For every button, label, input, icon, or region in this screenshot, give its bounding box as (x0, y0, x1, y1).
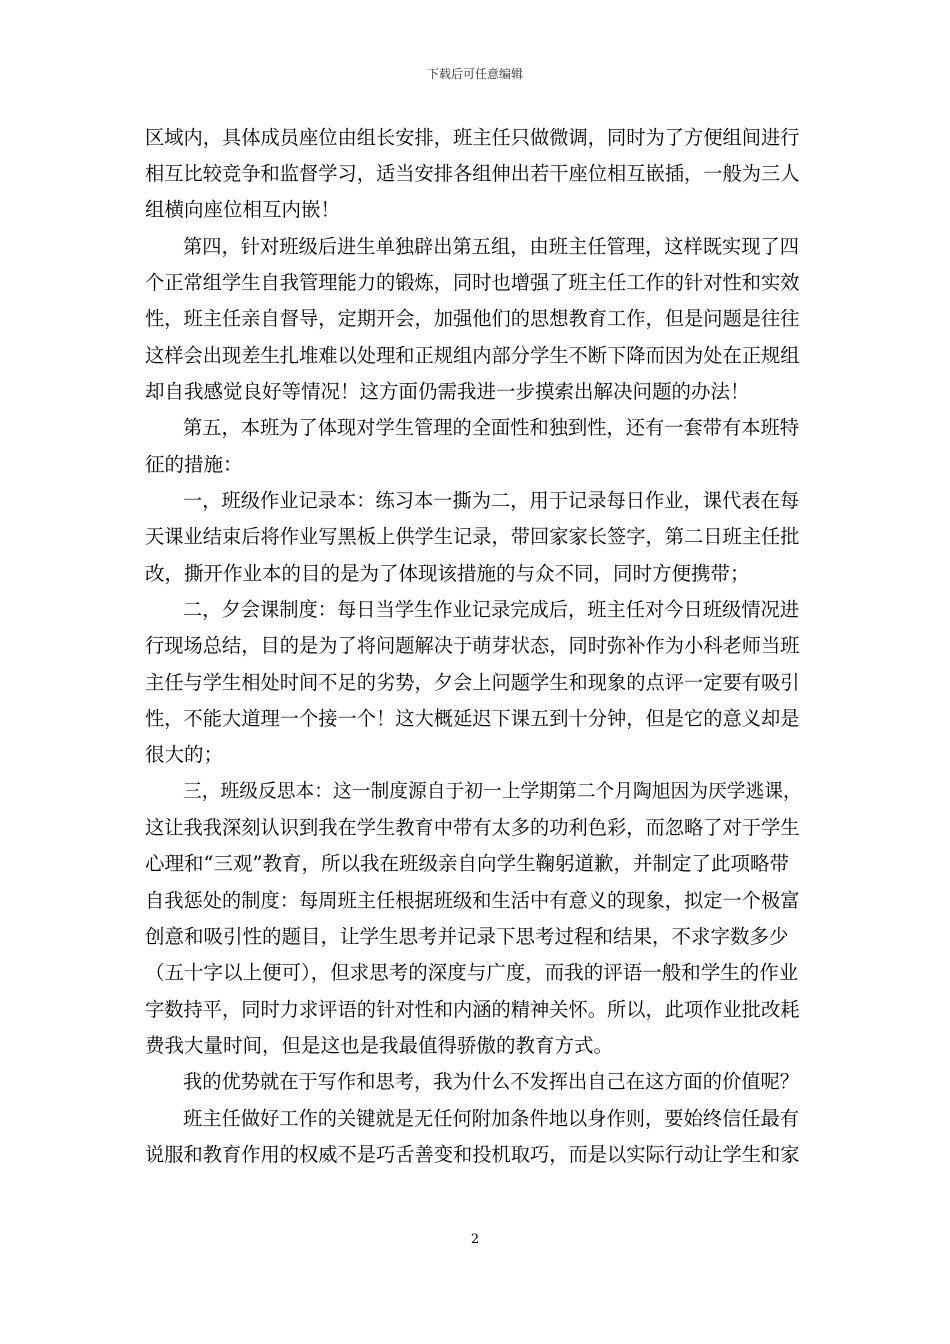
text-line: 主任与学生相处时间不足的劣势，夕会上问题学生和现象的点评一定要有吸引 (145, 671, 800, 694)
text-line: 区域内，具体成员座位由组长安排，班主任只做微调，同时为了方便组间进行 (145, 126, 800, 149)
text-line: 个正常组学生自我管理能力的锻炼，同时也增强了班主任工作的针对性和实效 (145, 271, 800, 294)
page-number: 2 (470, 1232, 480, 1247)
text-line: 这让我我深刻认识到我在学生教育中带有太多的功利色彩，而忽略了对于学生 (145, 816, 800, 839)
text-line: 说服和教育作用的权威不是巧舌善变和投机取巧，而是以实际行动让学生和家 (145, 1143, 800, 1166)
text-line: 组横向座位相互内嵌！ (145, 198, 341, 221)
text-line: 心理和“三观”教育，所以我在班级亲自向学生鞠躬道歉，并制定了此项略带 (145, 852, 789, 875)
text-line: 却自我感觉良好等情况！这方面仍需我进一步摸索出解决问题的办法！ (145, 380, 750, 403)
text-line: （五十字以上便可），但求思考的深度与广度，而我的评语一般和学生的作业 (145, 961, 799, 984)
text-line: 自我惩处的制度：每周班主任根据班级和生活中有意义的现象，拟定一个极富 (145, 889, 800, 912)
text-line: 创意和吸引性的题目，让学生思考并记录下思考过程和结果，不求字数多少 (145, 925, 789, 948)
text-line: 很大的； (145, 743, 224, 766)
text-line: 天课业结束后将作业写黑板上供学生记录，带回家家长签字，第二日班主任批 (145, 525, 800, 548)
text-line: 征的措施： (145, 453, 243, 476)
text-line: 费我大量时间，但是这也是我最值得骄傲的教育方式。 (145, 1034, 614, 1057)
page-header: 下载后可任意编辑 (426, 67, 523, 81)
paragraph-start-line: 班主任做好工作的关键就是无任何附加条件地以身作则，要始终信任最有 (183, 1107, 799, 1130)
paragraph-start-line: 第四，针对班级后进生单独辟出第五组，由班主任管理，这样既实现了四 (183, 235, 799, 258)
text-line: 性，班主任亲自督导，定期开会，加强他们的思想教育工作，但是问题是往往 (145, 307, 800, 330)
text-line: 相互比较竞争和监督学习，适当安排各组伸出若干座位相互嵌插，一般为三人 (145, 162, 800, 185)
paragraph-start-line: 第五，本班为了体现对学生管理的全面性和独到性，还有一套带有本班特 (183, 416, 799, 439)
text-line: 行现场总结，目的是为了将问题解决于萌芽状态，同时弥补作为小科老师当班 (145, 634, 800, 657)
paragraph-start-line: 二，夕会课制度：每日当学生作业记录完成后，班主任对今日班级情况进 (183, 598, 799, 621)
text-line: 字数持平，同时力求评语的针对性和内涵的精神关怀。所以，此项作业批改耗 (145, 998, 800, 1021)
paragraph-start-line: 三，班级反思本：这一制度源自于初一上学期第二个月陶旭因为厌学逃课， (183, 781, 802, 802)
paragraph-start-line: 我的优势就在于写作和思考，我为什么不发挥出自己在这方面的价值呢？ (183, 1070, 799, 1093)
paragraph-start-line: 一，班级作业记录本：练习本一撕为二，用于记录每日作业，课代表在每 (183, 489, 799, 512)
text-line: 改，撕开作业本的目的是为了体现该措施的与众不同，同时方便携带； (145, 562, 750, 585)
text-line: 性，不能大道理一个接一个！这大概延迟下课五到十分钟，但是它的意义却是 (145, 707, 800, 730)
text-line: 这样会出现差生扎堆难以处理和正规组内部分学生不断下降而因为处在正规组 (145, 344, 800, 367)
